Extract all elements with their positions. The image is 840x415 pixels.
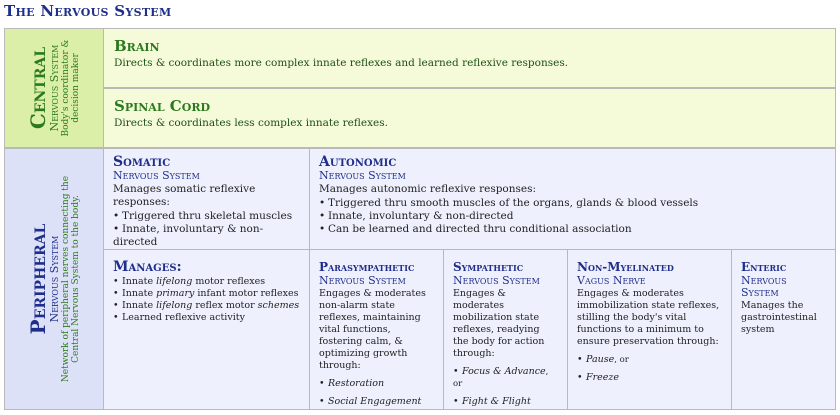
list-item: • Focus & Advance, or: [453, 366, 549, 389]
autonomic-title: Autonomic: [319, 154, 397, 170]
list-item: • Innate, involuntary & non-directed: [113, 223, 264, 248]
peripheral-desc-1: Network of peripheral nerves connecting the: [61, 175, 71, 383]
peripheral-label: Peripheral: [26, 223, 50, 335]
somatic-text: Manages somatic reflexive responses:: [113, 183, 256, 208]
list-item: • Freeze: [577, 372, 620, 383]
page-title: The Nervous System: [4, 2, 172, 20]
central-sublabel: Nervous System: [48, 44, 61, 132]
list-item: • Fight & Flight: [453, 396, 531, 407]
central-desc-1: Body's coordinator &: [61, 39, 71, 137]
list-item: • Innate, involuntary & non-directed: [319, 210, 514, 222]
non-myelinated-text: Engages & moderates immobilization state reflexes, stilling the body's vital functions to a minimum to ensure preservation through:: [577, 288, 720, 347]
list-item: • Pause, or: [577, 354, 629, 365]
non-myelinated-sub: Vagus Nerve: [577, 274, 646, 287]
list-item: • Restoration: [319, 378, 385, 389]
central-band: [4, 28, 104, 148]
sympathetic-title: Sympathetic: [453, 260, 524, 274]
somatic-cell: [104, 148, 310, 250]
parasympathetic-sub: Nervous System: [319, 274, 406, 287]
list-item: • Learned reflexive activity: [113, 312, 245, 323]
enteric-title: Enteric: [741, 260, 787, 274]
parasympathetic-text: Engages & moderates non-alarm state reflexes, maintaining vital functions, fostering calm, & optimizing growth through:: [319, 288, 426, 371]
manages-cell: [104, 250, 310, 410]
autonomic-text: Manages autonomic reflexive responses:: [319, 183, 537, 195]
somatic-sub: Nervous System: [113, 169, 200, 182]
list-item: • Innate lifelong motor reflexes: [113, 276, 266, 287]
brain-text: Directs & coordinates more complex innate reflexes and learned reflexive responses.: [114, 57, 569, 69]
autonomic-sub: Nervous System: [319, 169, 406, 182]
peripheral-sublabel: Nervous System: [48, 235, 61, 323]
enteric-text: Manages the gastrointestinal system: [741, 300, 817, 335]
central-desc-2: decision maker: [71, 53, 81, 123]
list-item: • Social Engagement: [319, 396, 422, 407]
peripheral-desc-2: Central Nervous System to the body.: [71, 195, 81, 363]
parasympathetic-cell: [310, 250, 444, 410]
brain-title: Brain: [114, 37, 160, 55]
list-item: • Can be learned and directed thru conditional association: [319, 223, 632, 235]
parasympathetic-title: Parasympathetic: [319, 260, 415, 274]
non-myelinated-title: Non-Myelinated: [577, 260, 674, 274]
list-item: • Triggered thru skeletal muscles: [113, 210, 293, 222]
central-label: Central: [26, 46, 50, 130]
spinal-cord-text: Directs & coordinates less complex innate reflexes.: [114, 117, 388, 129]
peripheral-band: [4, 148, 104, 410]
enteric-sub-1: Nervous: [741, 274, 787, 287]
brain-row: [104, 28, 836, 88]
sympathetic-sub: Nervous System: [453, 274, 540, 287]
list-item: • Innate lifelong reflex motor schemes: [113, 300, 300, 311]
list-item: • Innate primary infant motor reflexes: [113, 288, 299, 299]
enteric-sub-2: System: [741, 286, 779, 299]
somatic-title: Somatic: [113, 154, 171, 170]
non-myelinated-cell: [568, 250, 732, 410]
spinal-cord-row: [104, 88, 836, 148]
enteric-cell: [732, 250, 836, 410]
sympathetic-cell: [444, 250, 568, 410]
autonomic-cell: [310, 148, 836, 250]
manages-title: Manages:: [113, 259, 182, 275]
list-item: • Triggered thru smooth muscles of the organs, glands & blood vessels: [319, 197, 699, 209]
sympathetic-text: Engages & moderates mobilization state reflexes, readying the body for action through:: [453, 288, 545, 359]
spinal-cord-title: Spinal Cord: [114, 97, 210, 115]
